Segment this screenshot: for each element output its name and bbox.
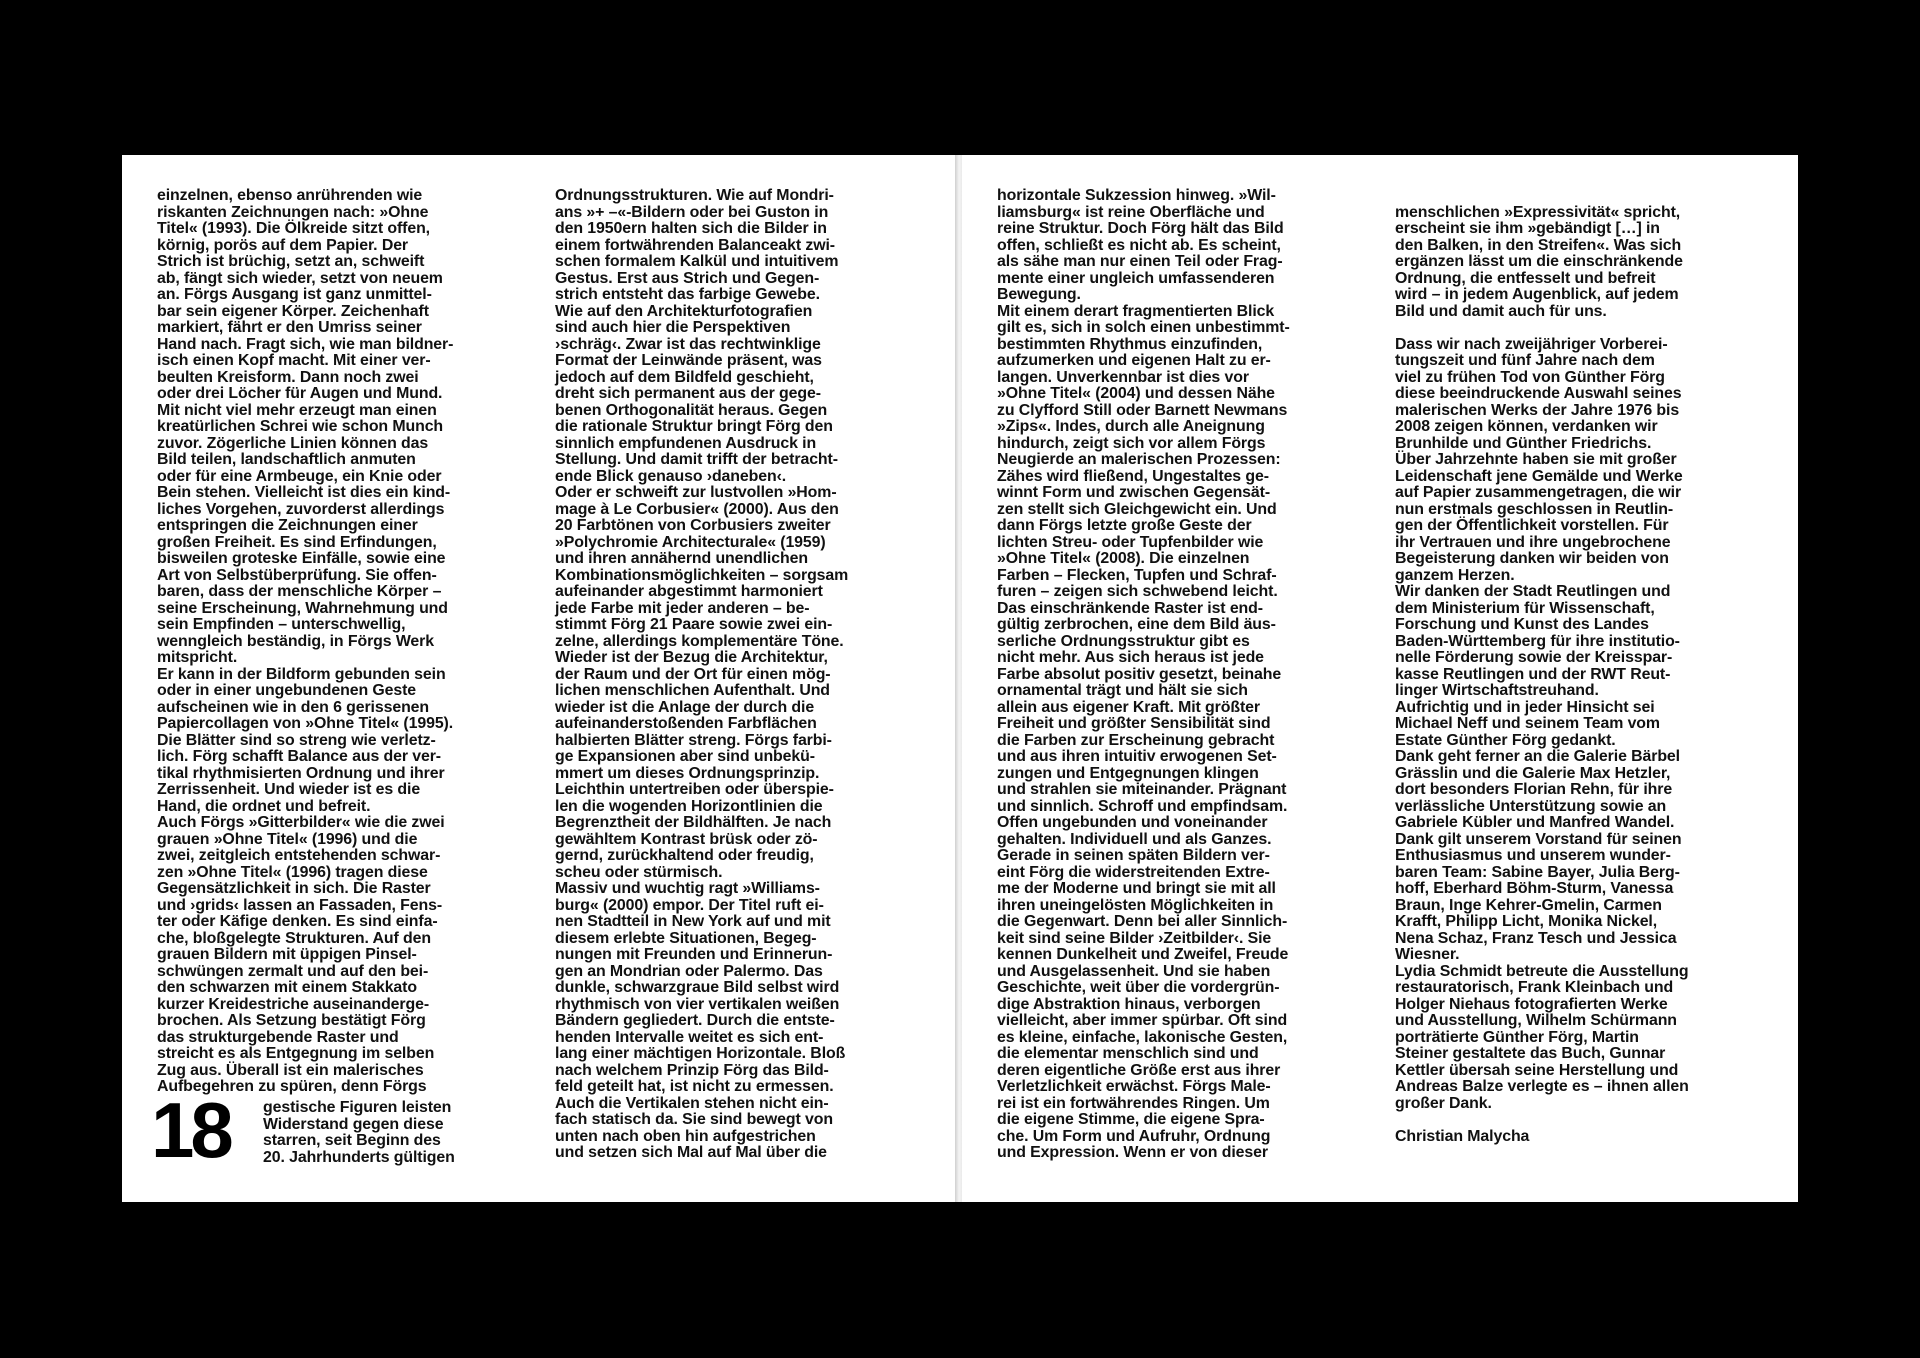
left-page — [122, 155, 957, 1202]
text-column-4 — [1395, 188, 1765, 1162]
text-column-1-tail: gestische Figuren leisten Widerstand gegen diese starren, seit Beginn des 20. Jahrhunderts gültigen — [263, 1099, 455, 1166]
right-page — [962, 155, 1798, 1202]
page-number: 18 — [151, 1086, 230, 1174]
text-column-1: einzelnen, ebenso anrührenden wie riskanten Zeichnungen nach: »Ohne Titel« (1993). Die Ölkreide sitzt offen, körnig, porös auf dem Papier. Der Strich ist brüchig, setzt an, schweift ab, fängt sich wieder, setzt von neuem an. Förgs Ausgang ist ganz unmittel- bar sein eigener Körper. Zeichenhaft markiert, fährt er den Umriss seiner Hand nach. Fragt sich, wie man bildner- isch einen Kopf macht. Mit einer ver- beulten Kreisform. Dann noch zwei oder drei Löcher für Augen und Mund. Mit nicht viel mehr erzeugt man einen kreatürlichen Schrei wie schon Munch zuvor. Zögerliche Linien können das Bild teilen, landschaftlich anmuten oder für eine Armbeuge, ein Knie oder Bein stehen. Vielleicht ist dies ein kind- liches Vorgehen, zuvorderst allerdings entspringen die Zeichnungen einer großen Freiheit. Es sind Erfindungen, bisweilen groteske Einfälle, sowie eine Art von Selbstüberprüfung. Sie offen- baren, dass der menschliche Körper – seine Erscheinung, Wahrnehmung und sein Empfinden – unterschwellig, wenngleich beständig, in Förgs Werk mitspricht. Er kann in der Bildform gebunden sein oder in einer ungebundenen Geste aufscheinen wie in den 6 gerissenen Papiercollagen von »Ohne Titel« (1995). Die Blätter sind so streng wie verletz- lich. Förg schafft Balance aus der ver- tikal rhythmisierten Ordnung und ihrer Zerrissenheit. Und wieder ist es die Hand, die ordnet und befreit. Auch Förgs »Gitterbilder« wie die zwei grauen »Ohne Titel« (1996) und die zwei, zeitgleich entstehenden schwar- zen »Ohne Titel« (1996) tragen diese Gegensätzlichkeit in sich. Die Raster und ›grids‹ lassen an Fassaden, Fens- ter oder Käfige denken. Es sind einfa- che, bloßgelegte Strukturen. Auf den grauen Bildern mit üppigen Pinsel- schwüngen zermalt und auf den bei- den schwarzen mit einem Stakkato kurzer Kreidestriche auseinanderge- brochen. Als Setzung bestätigt Förg das strukturgebende Raster und streicht es als Entgegnung im selben Zug aus. Überall ist ein malerisches Aufbegehren zu spüren, denn Förgs — [157, 187, 454, 1095]
acknowledgements-text: menschlichen »Expressivität« spricht, erscheint sie ihm »gebändigt […] in den Balken, in den Streifen«. Was sich ergänzen lässt um die einschränkende Ordnung, die entfesselt und befreit wird – in jedem Augenblick, auf jedem Bild und damit auch für uns. Dass wir nach zweijähriger Vorberei- tungszeit und fünf Jahre nach dem viel zu frühen Tod von Günther Förg diese beeindruckende Auswahl seines malerischen Werks der Jahre 1976 bis 2008 zeigen können, verdanken wir Brunhilde und Günther Friedrichs. Über Jahrzehnte haben sie mit großer Leidenschaft jene Gemälde und Werke auf Papier zusammengetragen, die wir nun erstmals geschlossen in Reutlin- gen der Öffentlichkeit vorstellen. Für ihr Vertrauen und ihre ungebrochene Begeisterung danken wir beiden von ganzem Herzen. Wir danken der Stadt Reutlingen und dem Ministerium für Wissenschaft, Forschung und Kunst des Landes Baden-Württemberg für ihre institutio- nelle Förderung sowie der Kreisspar- kasse Reutlingen und der RWT Reut- linger Wirtschaftstreuhand. Aufrichtig und in jeder Hinsicht sei Michael Neff und seinem Team vom Estate Günther Förg gedankt. Dank geht ferner an die Galerie Bärbel Grässlin und die Galerie Max Hetzler, dort besonders Florian Rehn, für ihre verlässliche Unterstützung sowie an Gabriele Kübler und Manfred Wandel. Dank gilt unserem Vorstand für seinen Enthusiasmus und unserem wunder- baren Team: Sabine Bayer, Julia Berg- hoff, Eberhard Böhm-Sturm, Vanessa Braun, Inge Kehrer-Gmelin, Carmen Krafft, Philipp Licht, Monika Nickel, Nena Schaz, Franz Tesch und Jessica Wiesner. Lydia Schmidt betreute die Ausstellung restauratorisch, Frank Kleinbach und Holger Niehaus fotografierten Werke und Ausstellung, Wilhelm Schürmann porträtierte Günther Förg, Martin Steiner gestaltete das Buch, Gunnar Kettler übersah seine Herstellung und Andreas Balze verlegte es – ihnen allen großer Dank. — [1395, 203, 1689, 1112]
text-column-2: Ordnungsstrukturen. Wie auf Mondri- ans »+ –«-Bildern oder bei Guston in den 1950ern halten sich die Bilder in einem fortwährenden Balanceakt zwi- schen formalem Kalkül und intuitivem Gestus. Erst aus Strich und Gegen- strich entsteht das farbige Gewebe. Wie auf den Architekturfotografien sind auch hier die Perspektiven ›schräg‹. Zwar ist das rechtwinklige Format der Leinwände präsent, was jedoch auf dem Bildfeld geschieht, dreht sich permanent aus der gege- benen Orthogonalität heraus. Gegen die rationale Struktur bringt Förg den sinnlich empfundenen Ausdruck in Stellung. Und damit trifft der betracht- ende Blick genauso ›daneben‹. Oder er schweift zur lustvollen »Hom- mage à Le Corbusier« (2000). Aus den 20 Farbtönen von Corbusiers zweiter »Polychromie Architecturale« (1959) und ihren annähernd unendlichen Kombinationsmöglichkeiten – sorgsam aufeinander abgestimmt harmoniert jede Farbe mit jeder anderen – be- stimmt Förg 21 Paare sowie zwei ein- zelne, allerdings komplementäre Töne. Wieder ist der Bezug die Architektur, der Raum und der Ort für einen mög- lichen menschlichen Aufenthalt. Und wieder ist die Anlage der durch die aufeinanderstoßenden Farbflächen halbierten Blätter streng. Förgs farbi- ge Expansionen aber sind unbekü- mmert um dieses Ordnungsprinzip. Leichthin untertreiben oder überspie- len die wogenden Horizontlinien die Begrenztheit der Bildhälften. Je nach gewähltem Kontrast brüsk oder zö- gernd, zurückhaltend oder freudig, scheu oder stürmisch. Massiv und wuchtig ragt »Williams- burg« (2000) empor. Der Titel ruft ei- nen Stadtteil in New York auf und mit diesem erlebte Situationen, Begeg- nungen mit Freunden und Erinnerun- gen an Mondrian oder Palermo. Das dunkle, schwarzgraue Bild selbst wird rhythmisch von vier vertikalen weißen Bändern gegliedert. Durch die entste- henden Intervalle weitet es sich ent- lang einer mächtigen Horizontale. Bloß nach welchem Prinzip Förg das Bild- feld geteilt hat, ist nicht zu ermessen. Auch die Vertikalen stehen nicht ein- fach statisch da. Sie sind bewegt von unten nach oben hin aufgestrichen und setzen sich Mal auf Mal über die — [555, 187, 849, 1161]
text-column-3: horizontale Sukzession hinweg. »Wil- liamsburg« ist reine Oberfläche und reine Struktur. Doch Förg hält das Bild offen, schließt es nicht ab. Es scheint, als sähe man nur einen Teil oder Frag- mente einer ungleich umfassenderen Bewegung. Mit einem derart fragmentierten Blick gilt es, sich in solch einen unbestimmt- bestimmten Rhythmus einzufinden, aufzumerken und eigenen Halt zu er- langen. Unverkennbar ist dies vor »Ohne Titel« (2004) und dessen Nähe zu Clyfford Still oder Barnett Newmans »Zips«. Indes, durch alle Aneignung hindurch, zeigt sich vor allem Förgs Neugierde an malerischen Prozessen: Zähes wird fließend, Ungestaltes ge- winnt Form und zwischen Gegensät- zen stellt sich Gleichgewicht ein. Und dann Förgs letzte große Geste der lichten Streu- oder Tupfenbilder wie »Ohne Titel« (2008). Die einzelnen Farben – Flecken, Tupfen und Schraf- furen – zeigen sich schwebend leicht. Das einschränkende Raster ist end- gültig zerbrochen, eine dem Bild äus- serliche Ordnungsstruktur gibt es nicht mehr. Aus sich heraus ist jede Farbe absolut positiv gesetzt, beinahe ornamental trägt und hält sie sich allein aus eigener Kraft. Mit größter Freiheit und größter Sensibilität sind die Farben zur Erscheinung gebracht und aus ihren intuitiv erwogenen Set- zungen und Entgegnungen klingen und strahlen sie miteinander. Prägnant und sinnlich. Schroff und empfindsam. Offen ungebunden und voneinander gehalten. Individuell und als Ganzes. Gerade in seinen späten Bildern ver- eint Förg die widerstreitenden Extre- me der Moderne und bringt sie mit all ihren uneingelösten Möglichkeiten in die Gegenwart. Denn bei aller Sinnlich- keit sind seine Bilder ›Zeitbilder‹. Sie kennen Dunkelheit und Zweifel, Freude und Ausgelassenheit. Und sie haben Geschichte, weit über die vordergrün- dige Abstraktion hinaus, verborgen vielleicht, aber immer spürbar. Oft sind es kleine, einfache, lakonische Gesten, die elementar menschlich sind und deren eigentliche Größe erst aus ihrer Verletzlichkeit erwächst. Förgs Male- rei ist ein fortwährendes Ringen. Um die eigene Stimme, die eigene Spra- che. Um Form und Aufruhr, Ordnung und Expression. Wenn er von dieser — [997, 187, 1290, 1161]
author-signature: Christian Malycha — [1395, 1127, 1530, 1145]
